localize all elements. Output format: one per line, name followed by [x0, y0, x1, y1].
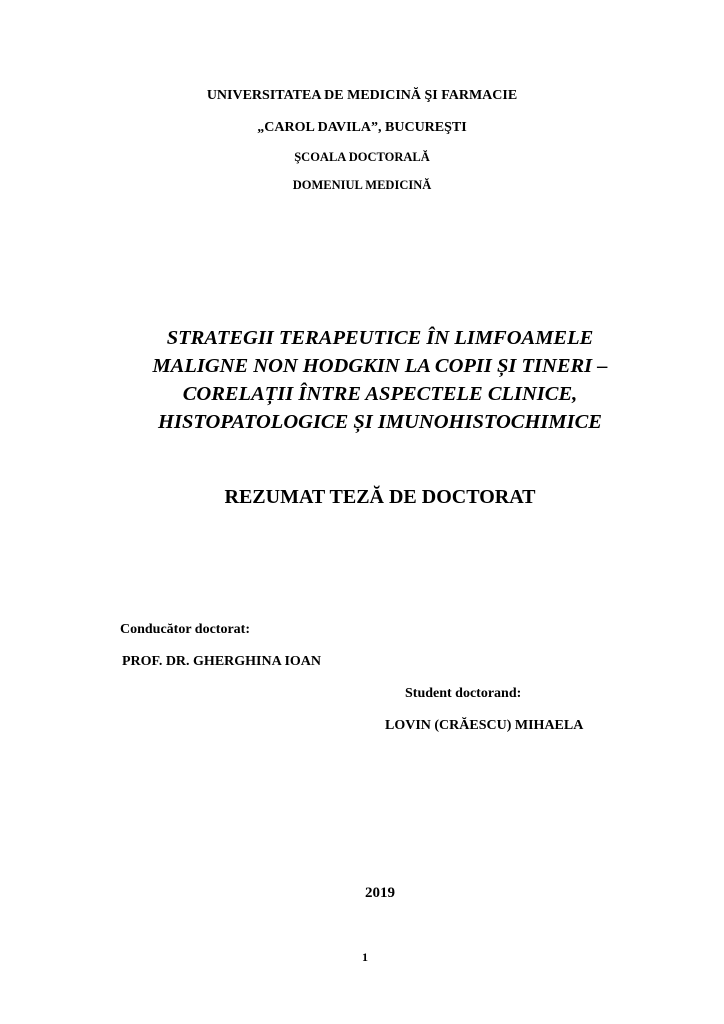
thesis-year: 2019 — [365, 885, 395, 901]
page-number: 1 — [362, 950, 368, 964]
student-label: Student doctorand: — [405, 686, 522, 701]
thesis-title-line: STRATEGII TERAPEUTICE ÎN LIMFOAMELE — [166, 327, 594, 349]
thesis-title-line: MALIGNE NON HODGKIN LA COPII ȘI TINERI – — [152, 355, 608, 377]
thesis-title-line: HISTOPATOLOGICE ȘI IMUNOHISTOCHIMICE — [158, 411, 602, 433]
university-heading: UNIVERSITATEA DE MEDICINĂ ŞI FARMACIE — [206, 88, 518, 103]
university-name-heading: „CAROL DAVILA”, BUCUREŞTI — [257, 120, 467, 135]
student-name: LOVIN (CRĂESCU) MIHAELA — [385, 718, 584, 733]
doctoral-school-heading: ŞCOALA DOCTORALĂ — [294, 150, 430, 164]
supervisor-name: PROF. DR. GHERGHINA IOAN — [122, 654, 322, 669]
thesis-title-line: CORELAȚII ÎNTRE ASPECTELE CLINICE, — [182, 383, 578, 405]
medical-domain-heading: DOMENIUL MEDICINĂ — [292, 178, 432, 192]
thesis-summary-heading: REZUMAT TEZĂ DE DOCTORAT — [224, 486, 536, 508]
supervisor-label: Conducător doctorat: — [120, 622, 251, 637]
